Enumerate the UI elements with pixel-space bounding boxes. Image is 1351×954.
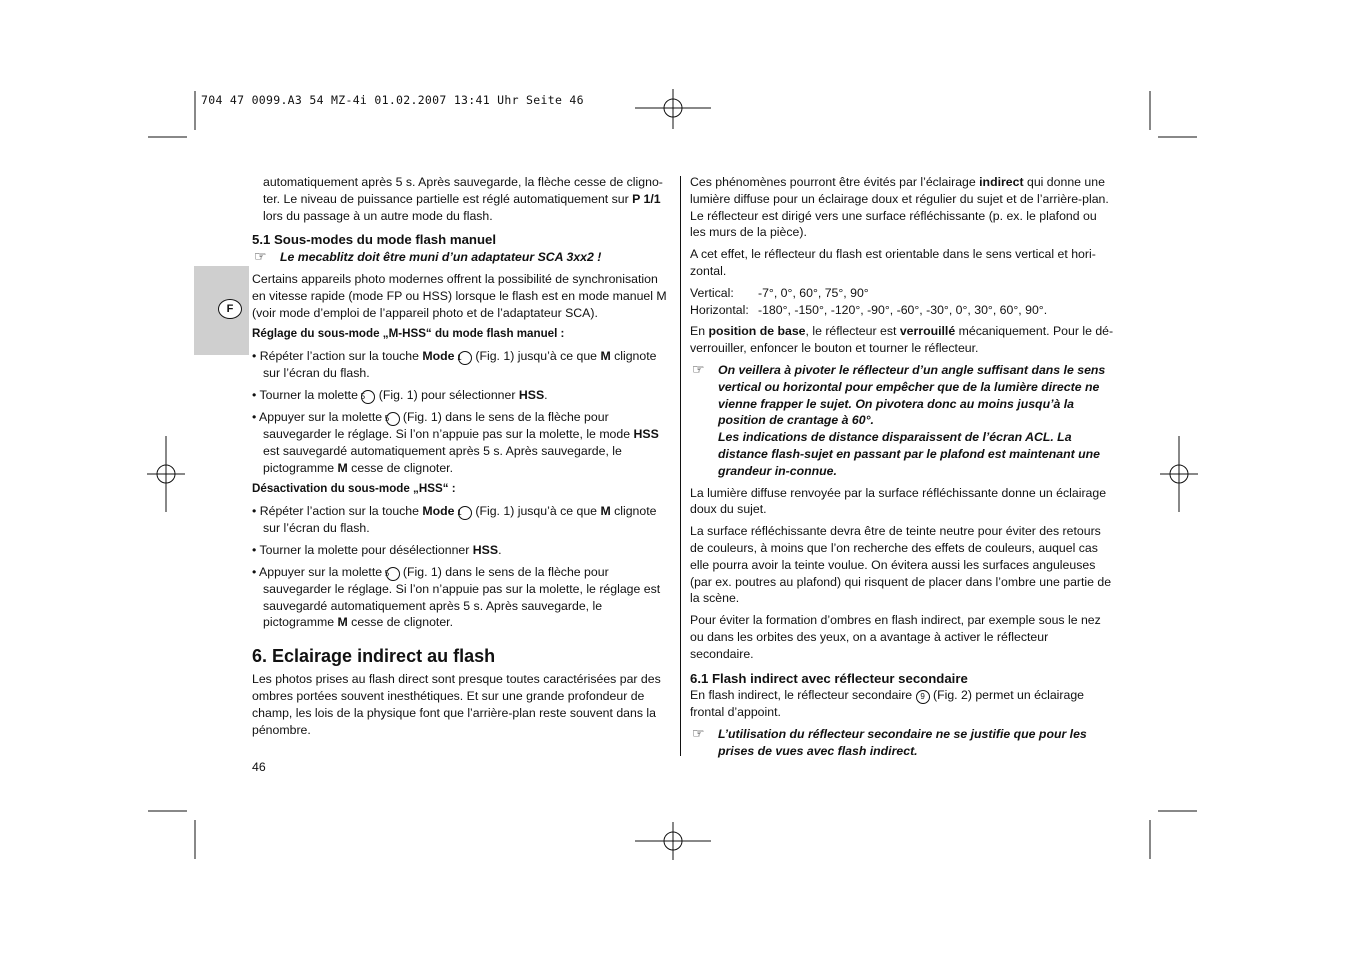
- secondary-reflector-paragraph: En flash indirect, le réflecteur secondaire 9 (Fig. 2) permet un éclairage frontal d’appoint.: [690, 688, 1085, 720]
- mhss-subheading: Réglage du sous-mode „M-HSS“ du mode flash manuel :: [252, 327, 565, 341]
- diffuse-paragraph: La lumière diffuse renvoyée par la surface réfléchissante donne un éclairage doux du sujet.: [690, 485, 1107, 517]
- list-item: • Appuyer sur la molette 5 (Fig. 1) dans le sens de la flèche pour sauvegarder le réglage. Si l’on n’appuie pas sur la molette, le réglage est sauvegardé automatiquement après 5 s. Après sauvegarde, le pictogramme M cesse de clignoter.: [252, 564, 661, 630]
- list-item: • Appuyer sur la molette 5 (Fig. 1) dans le sens de la flèche pour sauvegarder le réglage. Si l’on n’appuie pas sur la molette, le mode HSS est sauvegardé automatiquement après 5 s. Après sauvegarde, le pictogramme M cesse de clignoter.: [252, 409, 659, 475]
- note-sca-adapter: ☞ Le mecablitz doit être muni d’un adaptateur SCA 3xx2 !: [254, 248, 602, 265]
- print-slug: 704 47 0099.A3 54 MZ-4i 01.02.2007 13:41 Uhr Seite 46: [201, 93, 584, 107]
- intro-paragraph: automatiquement après 5 s. Après sauvegarde, la flèche cesse de cligno-ter. Le niveau de puissance partielle est réglé automatiquement sur P 1/1 lors du passage à un autre mode du flash.: [263, 175, 663, 223]
- vertical-angles: Vertical: -7°, 0°, 60°, 75°, 90°: [690, 285, 869, 300]
- list-item: • Répéter l’action sur la touche Mode 1 (Fig. 1) jusqu’à ce que M clignote sur l’écran du flash.: [252, 349, 657, 381]
- right-column: [690, 174, 1114, 765]
- column-divider: [680, 176, 681, 756]
- section-6-paragraph: Les photos prises au flash direct sont presque toutes caractérisées par des ombres portées souvent inesthétiques. Et sur une grande profondeur de champ, les lois de la physique font que l’arrière-plan reste souvent dans la pénombre.: [252, 672, 661, 737]
- left-column: [252, 174, 674, 743]
- section-5-1-heading: 5.1 Sous-modes du mode flash manuel: [252, 232, 497, 248]
- note-reflector-angle: ☞ On veillera à pivoter le réflecteur d’un angle suffisant dans le sens vertical ou horizontal pour empêcher que de la lumière directe ne vienne frapper le sujet. On pivotera donc au moins jusqu’à la position de crantage à 60°. Les indications de distance disparaissent de l’écran ACL. La distance flash-sujet en passant par le plafond est maintenant une grandeur in-connue.: [692, 360, 1106, 478]
- page-number: 46: [252, 760, 266, 774]
- pointing-hand-icon: ☞: [692, 725, 705, 742]
- pointing-hand-icon: ☞: [692, 360, 705, 377]
- section-5-1-paragraph: Certains appareils photo modernes offrent la possibilité de synchronisation en vitesse rapide (mode FP ou HSS) lorsque le flash est en mode manuel M (voir mode d’emploi de l’appareil photo et de l’adaptateur SCA).: [252, 271, 667, 320]
- note-secondary-reflector: ☞ L’utilisation du réflecteur secondaire ne se justifie que pour les prises de vues avec flash indirect.: [692, 725, 1087, 758]
- orientation-paragraph: A cet effet, le réflecteur du flash est orientable dans le sens vertical et hori-zontal.: [690, 247, 1096, 278]
- list-item: • Tourner la molette pour désélectionner HSS.: [252, 542, 502, 557]
- section-6-1-heading: 6.1 Flash indirect avec réflecteur secondaire: [690, 670, 968, 686]
- pointing-hand-icon: ☞: [254, 248, 267, 265]
- language-badge: F: [218, 299, 242, 319]
- lock-paragraph: En position de base, le réflecteur est verrouillé mécaniquement. Pour le dé-verrouiller, enfoncer le bouton et tourner le réflecteur.: [690, 324, 1114, 356]
- horizontal-angles: Horizontal: -180°, -150°, -120°, -90°, -60°, -30°, 0°, 30°, 60°, 90°.: [690, 302, 1048, 317]
- list-item: • Tourner la molette 5 (Fig. 1) pour sélectionner HSS.: [252, 387, 548, 402]
- indirect-paragraph: Ces phénomènes pourront être évités par l’éclairage indirect qui donne une lumière diffuse pour un éclairage doux et régulier du sujet et de l’arrière-plan. Le réflecteur est dirigé vers une surface réfléchissante (p. ex. le plafond ou les murs de la pièce).: [690, 175, 1109, 240]
- section-6-heading: 6. Eclairage indirect au flash: [252, 646, 496, 667]
- shadow-paragraph: Pour éviter la formation d’ombres en flash indirect, par exemple sous le nez ou dans les orbites des yeux, on a avantage à activer le réflecteur secondaire.: [690, 613, 1101, 661]
- surface-paragraph: La surface réfléchissante devra être de teinte neutre pour éviter des retours de couleurs, à moins que l’on recherche des effets de couleurs, auquel cas elle pourra avoir la teinte voulue. On évitera aussi les surfaces anguleuses (par ex. poutres au plafond) qui risquent de placer dans l’ombre une partie de la scène.: [690, 524, 1112, 606]
- hss-subheading: Désactivation du sous-mode „HSS“ :: [252, 482, 456, 496]
- list-item: • Répéter l’action sur la touche Mode 1 (Fig. 1) jusqu’à ce que M clignote sur l’écran du flash.: [252, 504, 657, 536]
